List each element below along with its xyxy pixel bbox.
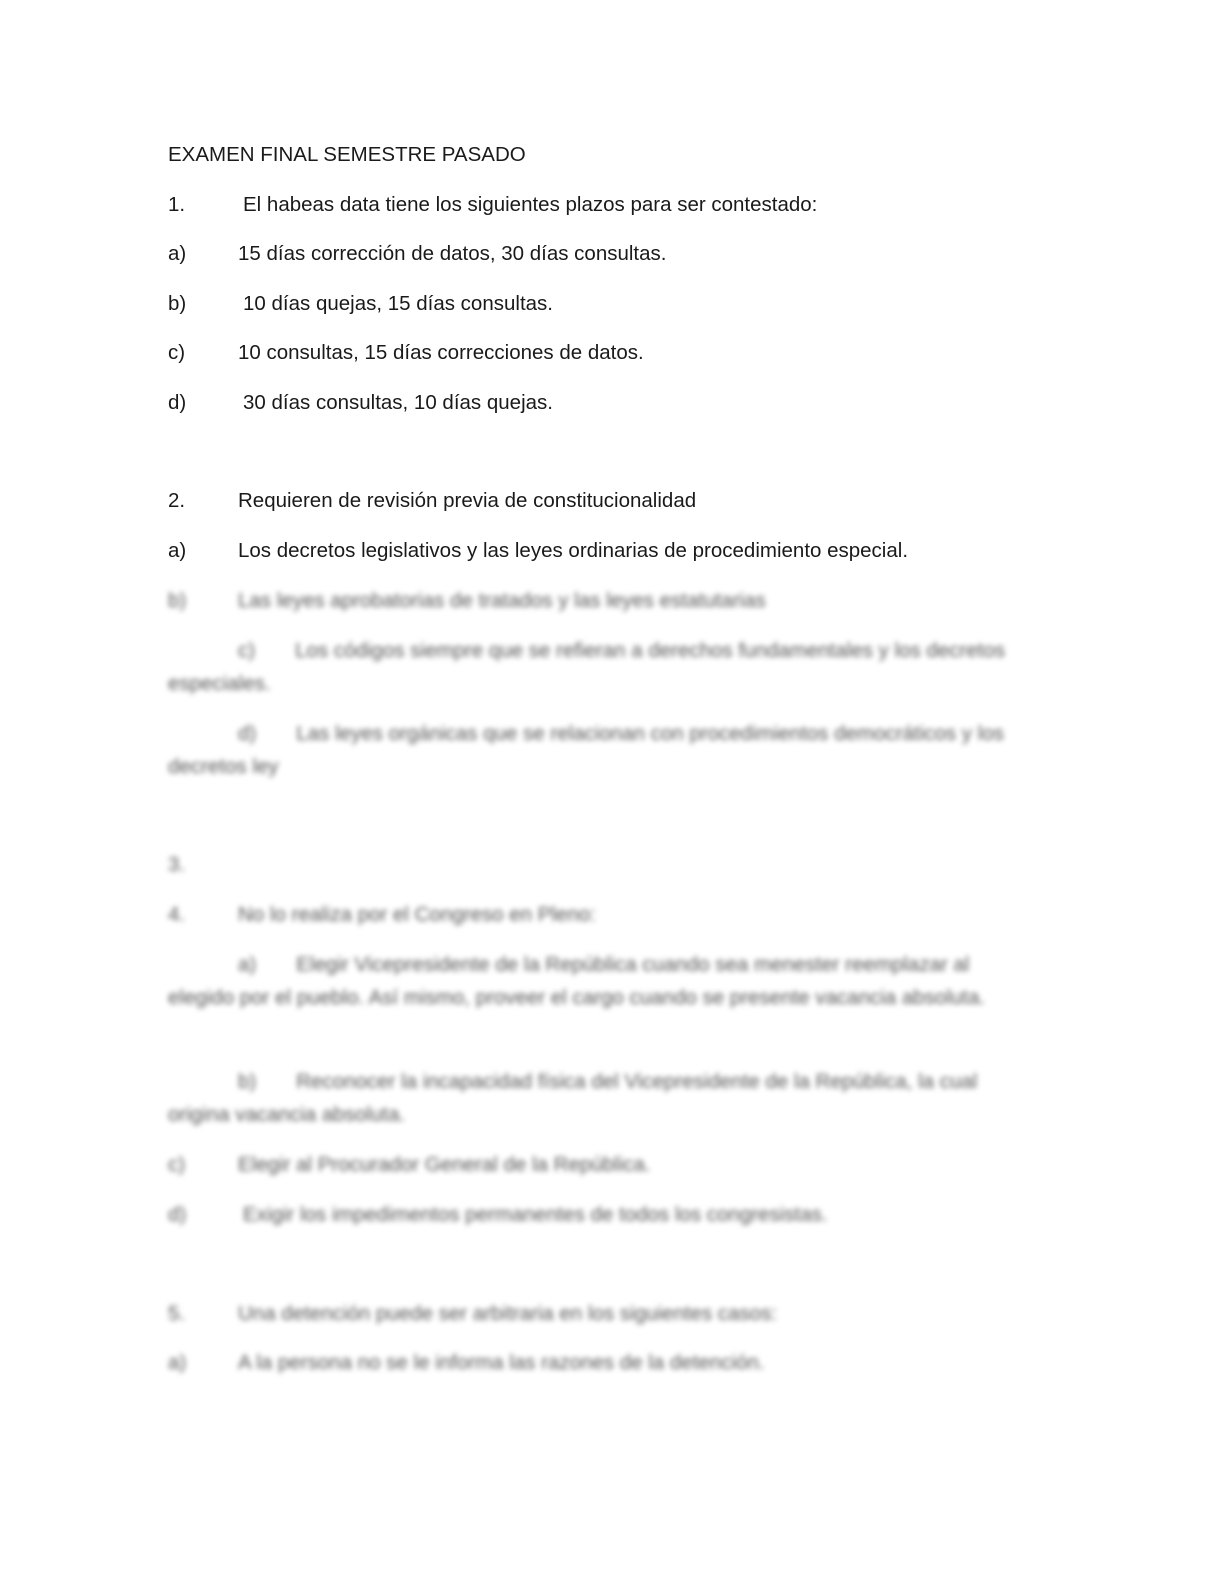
option-text: 10 consultas, 15 días correcciones de datos. — [238, 341, 644, 364]
option-label: c) — [168, 341, 186, 364]
option-text: Los decretos legislativos y las leyes ordinarias de procedimiento especial. — [238, 539, 909, 562]
option — [168, 717, 1038, 783]
question-number: 3. — [168, 853, 186, 876]
option-label: a) — [238, 953, 257, 976]
option-text: Los códigos siempre que se refieran a derechos fundamentales y los decretos especiales. — [168, 639, 1006, 695]
option-text: A la persona no se le informa las razones de la detención. — [238, 1351, 765, 1374]
option — [168, 948, 1038, 1014]
option-text: Las leyes orgánicas que se relacionan con procedimientos democráticos y los decretos ley — [168, 722, 1004, 778]
question-number: 1. — [168, 193, 186, 216]
document-title: EXAMEN FINAL SEMESTRE PASADO — [168, 143, 526, 166]
question-text: No lo realiza por el Congreso en Pleno: — [238, 903, 596, 926]
option-text: Reconocer la incapacidad física del Vicepresidente de la República, la cual origina vacancia absoluta. — [168, 1070, 978, 1126]
option-label: c) — [238, 639, 256, 662]
question-number: 4. — [168, 903, 186, 926]
option-text: Elegir Vicepresidente de la República cuando sea menester reemplazar al elegido por el pueblo. Así mismo, proveer el cargo cuando se presente vacancia absoluta. — [168, 953, 986, 1009]
option-label: a) — [168, 1351, 187, 1374]
option-text: 10 días quejas, 15 días consultas. — [243, 292, 553, 315]
option-label: c) — [168, 1153, 186, 1176]
question-text: El habeas data tiene los siguientes plazos para ser contestado: — [243, 193, 818, 216]
option-label: d) — [168, 1203, 187, 1226]
question-text: Requieren de revisión previa de constitucionalidad — [238, 489, 697, 512]
option-label: a) — [168, 242, 187, 265]
option-label: b) — [168, 292, 187, 315]
option-text: Las leyes aprobatorias de tratados y las leyes estatutarias — [238, 589, 766, 612]
question-number: 5. — [168, 1302, 186, 1325]
option-label: a) — [168, 539, 187, 562]
question-number: 2. — [168, 489, 186, 512]
option-label: b) — [238, 1070, 257, 1093]
option-text: Exigir los impedimentos permanentes de todos los congresistas. — [243, 1203, 828, 1226]
option — [168, 1065, 1038, 1131]
question-text: Una detención puede ser arbitraria en los siguientes casos: — [238, 1302, 778, 1325]
option-label: d) — [168, 391, 187, 414]
option — [168, 634, 1038, 700]
option-text: 30 días consultas, 10 días quejas. — [243, 391, 553, 414]
option-label: b) — [168, 589, 187, 612]
option-text: Elegir al Procurador General de la República. — [238, 1153, 651, 1176]
option-text: 15 días corrección de datos, 30 días consultas. — [238, 242, 667, 265]
option-label: d) — [238, 722, 257, 745]
